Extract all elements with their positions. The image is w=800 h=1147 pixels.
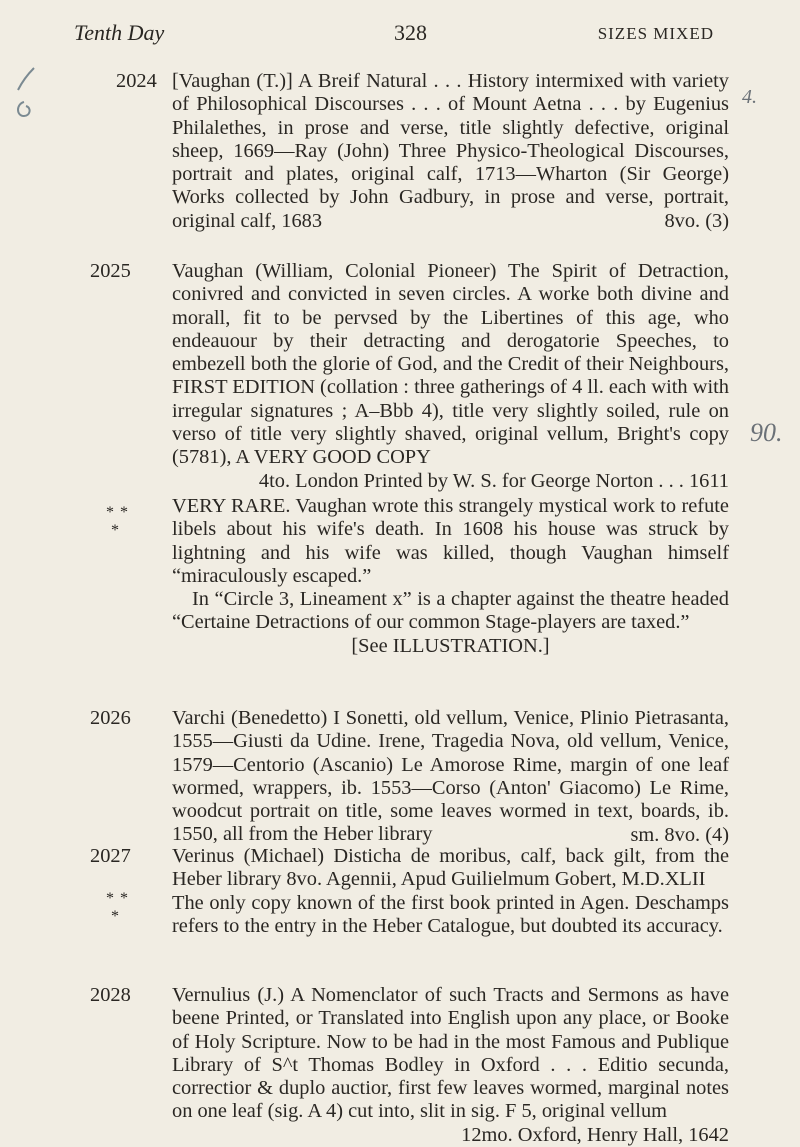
pencil-mark [10, 64, 50, 134]
note-stars: * * * [106, 504, 129, 539]
header-day: Tenth Day [74, 20, 165, 45]
entry-description: [Vaughan (T.)] A Breif Natural . . . History intermixed with variety of Philosophical Discourses . . . of Mount Aetna . . . by Eugenius Philalethes, in prose and verse, title slightly defective, original sheep, 1669—Ray (John) Three Physico-Theological Discourses, portrait and plates, original calf, 1713—Wharton (Sir George) Works collected by John Gadbury, in prose and verse, portrait, original calf, 1683 [172, 70, 729, 232]
entry-description: Verinus (Michael) Disticha de moribus, calf, back gilt, from the Heber library 8vo. Agennii, Apud Guilielmum Gobert, M.D.XLII [172, 845, 729, 891]
entry-text [172, 845, 729, 938]
see-illustration: [See ILLUSTRATION.] [351, 634, 550, 657]
note-stars: * * * [106, 890, 129, 925]
entry-size: 8vo. (3) [664, 210, 729, 233]
entry-note: The only copy known of the first book printed in Agen. Deschamps refers to the entry in the Heber Catalogue, but doubted its accuracy. [172, 891, 729, 937]
lot-number: 2024 [116, 70, 157, 92]
header-section: SIZES MIXED [597, 24, 714, 43]
entry-description: Varchi (Benedetto) I Sonetti, old vellum, Venice, Plinio Pietrasanta, 1555—Giusti da Udine. Irene, Tragedia Nova, old vellum, Venice, 1579—Centorio (Ascanio) Le Amorose Rime, margin of one leaf wormed, wrappers, ib. 1553—Corso (Anton' Giacomo) Le Rime, woodcut portrait on title, some leaves wormed in text, boards, ib. 1550, all from the Heber library [172, 707, 729, 846]
lot-number: 2025 [90, 260, 131, 282]
entry-text [172, 70, 729, 233]
entry-description: Vaughan (William, Colonial Pioneer) The Spirit of Detraction, conivred and convicted in seven circles. A worke both divine and morall, fit to be pervsed by the Libertines of this age, who endeauour by their detracting and derogatorie Speeches, to embezell both the glorie of God, and the Credit of their Neighbours, FIRST EDITION (collation : three gatherings of 4 ll. each with with irregular signatures ; A–Bbb 4), title very slightly soiled, rule on verso of title very slightly shaved, original vellum, Bright's copy (5781), A VERY GOOD COPY [172, 260, 729, 469]
page-number: 328 [394, 20, 427, 45]
margin-note-90: 90. [750, 418, 783, 447]
entry-description: Vernulius (J.) A Nomenclator of such Tracts and Sermons as have beene Printed, or Translated into English upon any place, or Booke of Holy Scripture. Now to be had in the most Famous and Publique Library of S^t Thomas Bodley in Oxford . . . Editio secunda, correctior & duplo auctior, first few leaves wormed, marginal notes on one leaf (sig. A 4) cut into, slit in sig. F 5, original vellum [172, 984, 729, 1123]
entry-text [172, 984, 729, 1147]
entry-note: In “Circle 3, Lineament x” is a chapter against the theatre headed “Certaine Detractions of our common Stage-players are taxed.” [172, 588, 729, 634]
lot-number: 2028 [90, 984, 131, 1006]
entry-text [172, 260, 729, 658]
entry-text [172, 707, 729, 847]
entry-size: sm. 8vo. (4) [630, 823, 729, 846]
entry-imprint: 4to. London Printed by W. S. for George Norton . . . 1611 [258, 469, 729, 492]
entry-note: VERY RARE. Vaughan wrote this strangely mystical work to refute libels about his wife's death. In 1608 his house was struck by lightning and his wife was killed, though Vaughan himself “miraculously escaped.” [172, 494, 729, 587]
page-header [74, 20, 714, 50]
lot-number: 2027 [90, 845, 131, 867]
lot-number: 2026 [90, 707, 131, 729]
margin-note-4: 4. [742, 86, 757, 108]
entry-imprint: 12mo. Oxford, Henry Hall, 1642 [461, 1123, 729, 1146]
